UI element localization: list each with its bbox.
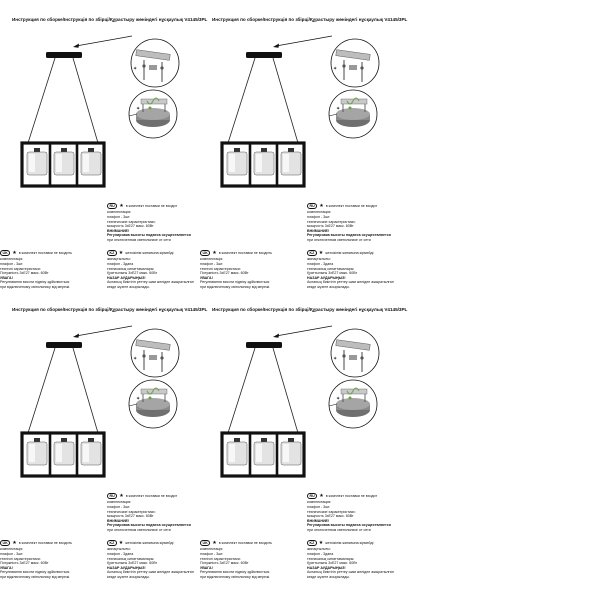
ru-header: в комплект поставки не входит <box>125 203 178 208</box>
uk-line: Потужність 3хE27 макс. 60Вт <box>200 271 249 276</box>
ru-line: технические характеристики: <box>307 219 356 224</box>
kz-block <box>307 250 394 290</box>
sheet-title: Инструкция по сборке/Інструкція по збірці/Құрастыру жөніндегі нұсқаулық V4145/3PL <box>12 17 208 22</box>
star-icon: ★ <box>212 540 217 547</box>
ru-line: мощность 3хE27 макс. 60Вт <box>107 224 154 229</box>
ru-warning-line: при отключенном светильнике от сети <box>307 527 371 532</box>
suspension-wire <box>273 58 298 143</box>
pointer-arrowhead <box>73 44 79 48</box>
kz-line: плафон - 3дана <box>107 262 134 266</box>
ru-line: технические характеристики: <box>307 509 356 514</box>
ru-warning-label: ВНИМАНИЕ! <box>107 228 130 233</box>
ru-header: в комплект поставки не входит <box>125 493 178 498</box>
kz-header: жеткізілім жинағына кірмейді <box>125 540 174 545</box>
kz-warning-line: кезде жүзеге асырылады. <box>307 284 350 289</box>
detail-circle-mounting <box>331 329 379 377</box>
kz-badge: KZ <box>107 250 117 256</box>
kz-warning-line: Аспаның биіктігін реттеу шам желіден ажыратылған <box>107 280 194 285</box>
uk-badge: UK <box>0 250 10 256</box>
uk-header: в комплект поставки не входить <box>18 250 72 255</box>
uk-warning-label: УВАГА! <box>200 565 213 570</box>
uk-warning-line: при відключеному світильнику від мережі. <box>0 574 71 579</box>
star-icon: ★ <box>318 250 324 257</box>
kz-line: плафон - 3дана <box>307 262 334 266</box>
uk-line: плафон - 3шт. <box>0 262 24 266</box>
kz-warning-label: НАЗАР АУДАРЫҢЫЗ! <box>107 275 146 280</box>
ru-warning-line: при отключенном светильнике от сети <box>307 237 371 242</box>
ru-line: плафон - 3шт. <box>307 215 331 219</box>
uk-line: технічні характеристики: <box>0 266 41 271</box>
kz-header: жеткізілім жинағына кірмейді <box>325 250 374 255</box>
uk-block <box>0 250 72 290</box>
kz-badge: KZ <box>307 250 317 256</box>
ru-badge: RU <box>307 493 317 499</box>
uk-block <box>200 250 272 290</box>
suspension-wire <box>228 58 255 143</box>
kz-warning-label: НАЗАР АУДАРЫҢЫЗ! <box>307 565 346 570</box>
uk-line: Потужність 3хE27 макс. 60Вт <box>0 271 49 276</box>
uk-header: в комплект поставки не входить <box>218 540 272 545</box>
kz-line: жинақтылығы: <box>307 257 331 262</box>
uk-badge: UK <box>200 540 210 546</box>
svg-text:✶: ✶ <box>136 396 141 402</box>
suspension-wire <box>28 348 55 433</box>
ru-warning-line: при отключенном светильнике от сети <box>107 527 171 532</box>
uk-warning-label: УВАГА! <box>0 565 13 570</box>
uk-badge: UK <box>0 540 10 546</box>
kz-line: Қуаттылығы 3хE27 макс. 60Вт <box>107 561 158 566</box>
instruction-sheet-4 <box>100 290 408 590</box>
ru-header: в комплект поставки не входит <box>325 203 378 208</box>
sheet-title: Инструкция по сборке/Інструкція по збірці/Құрастыру жөніндегі нұсқаулық V4145/3PL <box>12 307 208 312</box>
kz-warning-line: кезде жүзеге асырылады. <box>107 574 150 579</box>
ru-line: технические характеристики: <box>107 509 156 514</box>
ru-line: мощность 3хE27 макс. 60Вт <box>107 514 154 519</box>
kz-line: плафон - 3дана <box>107 552 134 556</box>
uk-warning-label: УВАГА! <box>0 275 13 280</box>
suspension-wire <box>73 58 98 143</box>
kz-line: жинақтылығы: <box>307 547 331 552</box>
ceiling-bar <box>46 342 82 348</box>
ru-line: комплектация: <box>307 500 332 505</box>
uk-line: плафон - 3шт. <box>0 552 24 556</box>
kz-line: Қуаттылығы 3хE27 макс. 60Вт <box>307 561 358 566</box>
kz-warning-line: Аспаның биіктігін реттеу шам желіден ажыратылған <box>107 570 194 575</box>
uk-block <box>0 540 72 580</box>
uk-warning-line: Регулювання висоти підвісу здійснюється <box>200 280 270 285</box>
kz-line: техникалық сипаттамалары: <box>107 266 155 271</box>
kz-line: техникалық сипаттамалары: <box>307 266 355 271</box>
kz-warning-label: НАЗАР АУДАРЫҢЫЗ! <box>307 275 346 280</box>
kz-line: жинақтылығы: <box>107 257 131 262</box>
ru-line: комплектация: <box>307 210 332 215</box>
uk-line: технічні характеристики: <box>0 556 41 561</box>
pointer-arrowhead <box>73 334 79 338</box>
svg-text:✶: ✶ <box>333 356 338 362</box>
kz-line: техникалық сипаттамалары: <box>107 556 155 561</box>
kz-line: плафон - 3дана <box>307 552 334 556</box>
suspension-wire <box>273 348 298 433</box>
ru-warning-line: Регулировка высоты подвеса осуществляется <box>107 233 191 238</box>
uk-warning-label: УВАГА! <box>200 275 213 280</box>
detail-circle-canopy <box>329 380 377 428</box>
uk-line: комплектація: <box>200 547 224 552</box>
instruction-sheet-2 <box>100 0 408 300</box>
ru-warning-line: при отключенном светильнике от сети <box>107 237 171 242</box>
suspension-wire <box>73 348 98 433</box>
uk-line: плафон - 3шт. <box>200 262 224 266</box>
kz-header: жеткізілім жинағына кірмейді <box>325 540 374 545</box>
svg-text:✶: ✶ <box>136 106 141 112</box>
pointer-arrow <box>276 326 332 336</box>
svg-text:✶: ✶ <box>133 66 138 72</box>
ceiling-bar <box>46 52 82 58</box>
kz-line: Қуаттылығы 3хE27 макс. 60Вт <box>307 271 358 276</box>
uk-line: Потужність 3хE27 макс. 60Вт <box>200 561 249 566</box>
kz-warning-line: Аспаның биіктігін реттеу шам желіден ажыратылған <box>307 570 394 575</box>
ru-line: плафон - 3шт. <box>107 505 131 509</box>
kz-warning-label: НАЗАР АУДАРЫҢЫЗ! <box>107 565 146 570</box>
sheet-title: Инструкция по сборке/Інструкція по збірці/Құрастыру жөніндегі нұсқаулық V4145/3PL <box>212 307 408 312</box>
uk-line: технічні характеристики: <box>200 266 241 271</box>
ru-line: технические характеристики: <box>107 219 156 224</box>
uk-line: технічні характеристики: <box>200 556 241 561</box>
svg-text:✶: ✶ <box>133 356 138 362</box>
star-icon: ★ <box>319 493 324 500</box>
svg-text:✶: ✶ <box>336 106 341 112</box>
detail-circle-canopy <box>329 90 377 138</box>
pointer-arrow <box>276 36 332 46</box>
star-icon: ★ <box>319 203 324 210</box>
suspension-wire <box>228 348 255 433</box>
kz-warning-line: кезде жүзеге асырылады. <box>307 574 350 579</box>
uk-block <box>200 540 272 580</box>
star-icon: ★ <box>318 540 324 547</box>
uk-warning-line: при відключеному світильнику від мережі. <box>0 284 71 289</box>
star-icon: ★ <box>119 493 124 500</box>
ru-line: мощность 3хE27 макс. 60Вт <box>307 224 354 229</box>
ru-warning-label: ВНИМАНИЕ! <box>307 518 330 523</box>
kz-header: жеткізілім жинағына кірмейді <box>125 250 174 255</box>
ru-warning-line: Регулировка высоты подвеса осуществляется <box>107 523 191 528</box>
uk-line: комплектація: <box>0 547 24 552</box>
uk-warning-line: Регулювання висоти підвісу здійснюється <box>0 280 70 285</box>
star-icon: ★ <box>119 203 124 210</box>
kz-block <box>307 540 394 580</box>
kz-warning-line: Аспаның биіктігін реттеу шам желіден ажыратылған <box>307 280 394 285</box>
ru-line: мощность 3хE27 макс. 60Вт <box>307 514 354 519</box>
detail-circle-mounting <box>331 39 379 87</box>
ru-line: комплектация: <box>107 210 132 215</box>
kz-warning-line: кезде жүзеге асырылады. <box>107 284 150 289</box>
uk-line: комплектація: <box>0 257 24 262</box>
ru-line: плафон - 3шт. <box>307 505 331 509</box>
sheet-title: Инструкция по сборке/Інструкція по збірці/Құрастыру жөніндегі нұсқаулық V4145/3PL <box>212 17 408 22</box>
uk-line: комплектація: <box>200 257 224 262</box>
ru-header: в комплект поставки не входит <box>325 493 378 498</box>
pointer-arrowhead <box>273 334 279 338</box>
uk-badge: UK <box>200 250 210 256</box>
ru-warning-label: ВНИМАНИЕ! <box>307 228 330 233</box>
uk-warning-line: Регулювання висоти підвісу здійснюється <box>200 570 270 575</box>
ru-warning-line: Регулировка высоты подвеса осуществляется <box>307 523 391 528</box>
ru-badge: RU <box>107 203 117 209</box>
kz-badge: KZ <box>107 540 117 546</box>
ru-block <box>307 493 391 533</box>
uk-line: плафон - 3шт. <box>200 552 224 556</box>
ru-warning-label: ВНИМАНИЕ! <box>107 518 130 523</box>
star-icon: ★ <box>12 540 17 547</box>
uk-warning-line: Регулювання висоти підвісу здійснюється <box>0 570 70 575</box>
uk-warning-line: при відключеному світильнику від мережі. <box>200 574 271 579</box>
suspension-wire <box>28 58 55 143</box>
kz-line: Қуаттылығы 3хE27 макс. 60Вт <box>107 271 158 276</box>
kz-badge: KZ <box>307 540 317 546</box>
ceiling-bar <box>246 342 282 348</box>
pointer-arrowhead <box>273 44 279 48</box>
ceiling-bar <box>246 52 282 58</box>
star-icon: ★ <box>12 250 17 257</box>
ru-line: комплектация: <box>107 500 132 505</box>
star-icon: ★ <box>212 250 217 257</box>
star-icon: ★ <box>118 540 124 547</box>
uk-header: в комплект поставки не входить <box>18 540 72 545</box>
svg-text:✶: ✶ <box>336 396 341 402</box>
uk-warning-line: при відключеному світильнику від мережі. <box>200 284 271 289</box>
kz-line: жинақтылығы: <box>107 547 131 552</box>
uk-header: в комплект поставки не входить <box>218 250 272 255</box>
ru-badge: RU <box>307 203 317 209</box>
ru-badge: RU <box>107 493 117 499</box>
ru-warning-line: Регулировка высоты подвеса осуществляется <box>307 233 391 238</box>
star-icon: ★ <box>118 250 124 257</box>
kz-line: техникалық сипаттамалары: <box>307 556 355 561</box>
uk-line: Потужність 3хE27 макс. 60Вт <box>0 561 49 566</box>
ru-line: плафон - 3шт. <box>107 215 131 219</box>
svg-text:✶: ✶ <box>333 66 338 72</box>
ru-block <box>307 203 391 243</box>
